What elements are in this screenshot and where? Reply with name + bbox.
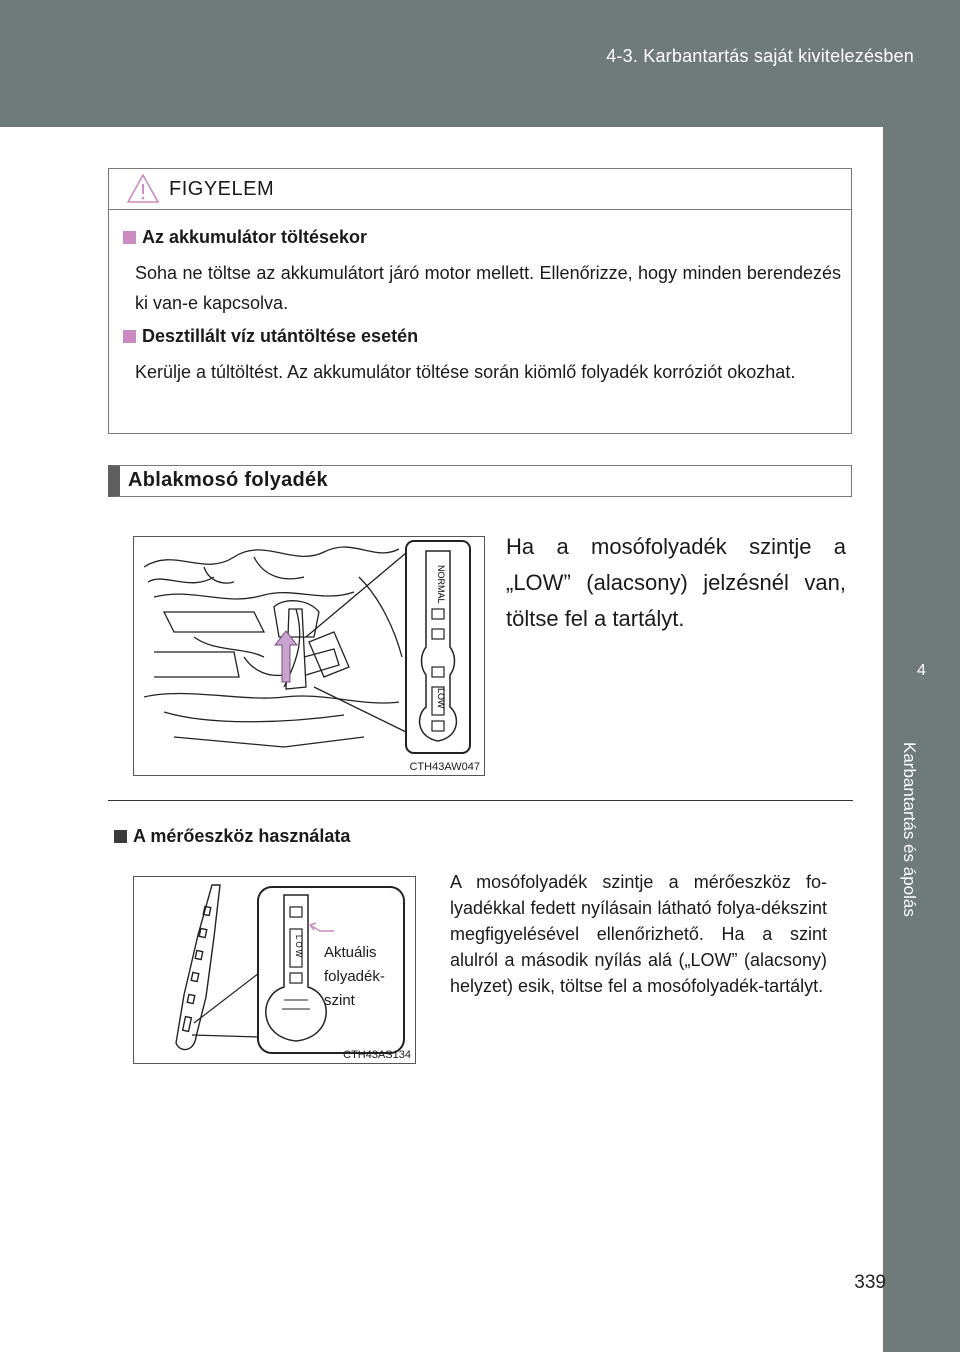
bullet-square-icon [123,330,136,343]
figure-code: CTH43AW047 [409,761,480,773]
subsection-description: A mosófolyadék szintje a mérőeszköz fo-lyadékkal fedett nyílásain látható folya-dékszint megfigyelésével ellenőrizhető. Ha a szint alulról a második nyílás alá („LOW” (alacsony) helyzet) esik, töltse fel a mosófolyadék-tartályt. [450,872,827,996]
callout-line: folyadék- [324,968,385,985]
warning-item [123,326,841,387]
callout-line: Aktuális [324,944,377,961]
pointer-arrow-icon [275,631,297,682]
gauge-mark-low: LOW [294,935,303,960]
warning-item-title: Az akkumulátor töltésekor [142,227,368,247]
warning-label: FIGYELEM [169,178,275,200]
warning-item-text: Kerülje a túltöltést. Az akkumulátor töltése során kiömlő folyadék korróziót okozhat. [135,362,796,382]
warning-triangle-icon [126,173,160,205]
bullet-square-icon [114,830,127,843]
bullet-square-icon [123,231,136,244]
subsection-heading: A mérőeszköz használata [133,826,351,846]
header-band [0,0,960,127]
dipstick-illustration [133,876,416,1064]
engine-bay-drawing [134,537,485,776]
side-tab-text: Karbantartás és ápolás [900,742,919,917]
warning-item-text: Soha ne töltse az akkumulátort járó motor mellett. Ellenőrizze, hogy minden berendezés ki van-e kapcsolva. [135,263,841,313]
section-divider [108,800,853,801]
engine-bay-illustration [133,536,485,776]
page-number: 339 [854,1272,886,1293]
subsection-heading-row [114,826,350,847]
side-tab [883,127,960,1352]
section-heading: Ablakmosó folyadék [108,465,852,497]
figure-code: CTH43AS134 [343,1049,411,1061]
figure-callout [324,941,385,1013]
gauge-mark-normal: NORMAL [436,565,446,604]
section-description: Ha a mosófolyadék szintje a „LOW” (alacsony) jelzésnél van, töltse fel a tartályt. [506,534,846,631]
gauge-mark-low: LOW [436,688,446,709]
side-tab-number: 4 [917,662,926,679]
warning-item-title: Desztillált víz utántöltése esetén [142,326,419,346]
warning-header [109,169,851,210]
warning-item [123,227,841,318]
warning-box [108,168,852,434]
callout-line: szint [324,992,355,1009]
chapter-title: 4-3. Karbantartás saját kivitelezésben [606,46,914,66]
